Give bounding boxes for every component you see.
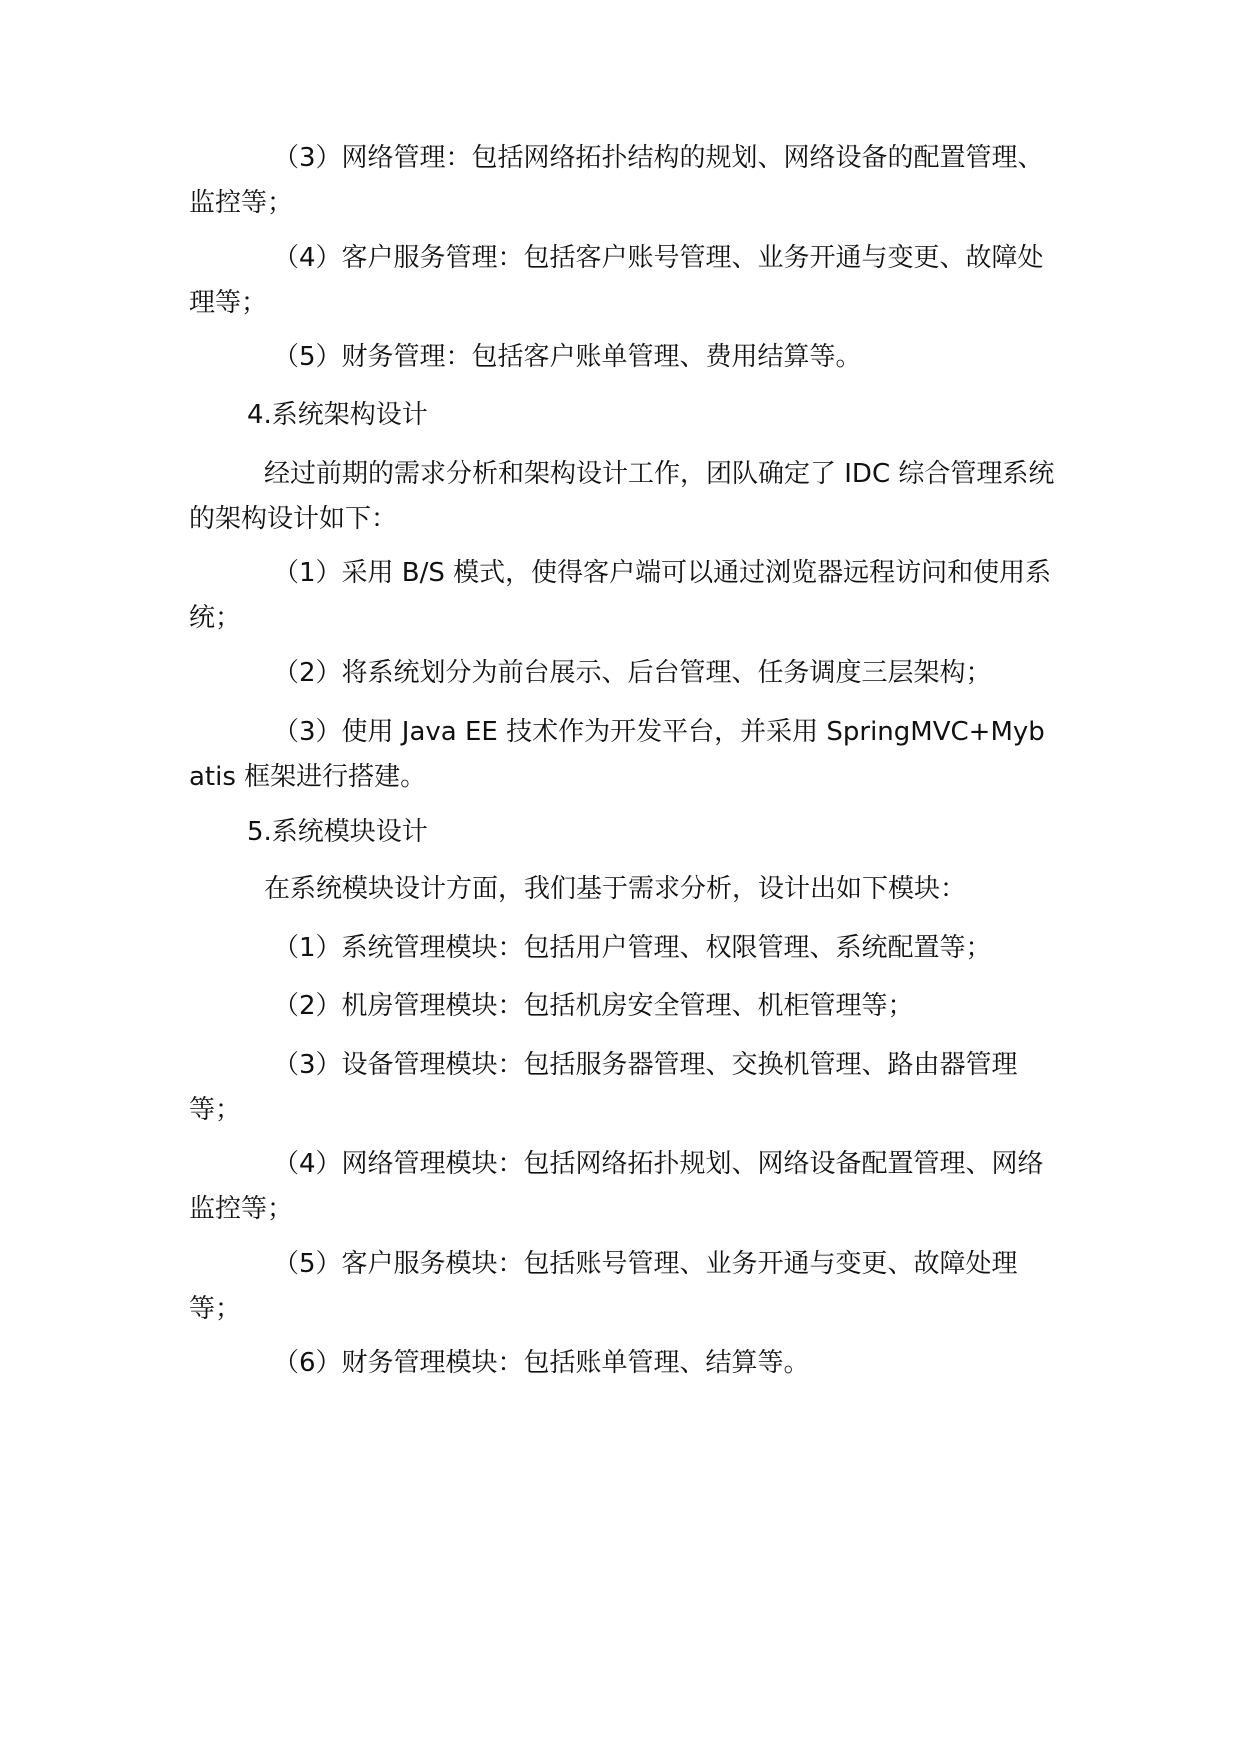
paragraph-modules-intro: 在系统模块设计方面，我们基于需求分析，设计出如下模块： bbox=[264, 874, 967, 904]
paragraph-machine-room-module: （2）机房管理模块：包括机房安全管理、机柜管理等； bbox=[273, 991, 914, 1021]
paragraph-three-layer: （2）将系统划分为前台展示、后台管理、任务调度三层架构； bbox=[273, 658, 992, 688]
paragraph-finance-management: （5）财务管理：包括客户账单管理、费用结算等。 bbox=[273, 342, 862, 372]
paragraph-customer-service-management: （4）客户服务管理：包括客户账号管理、业务开通与变更、故障处理等； bbox=[189, 243, 1044, 318]
paragraph-network-management: （3）网络管理：包括网络拓扑结构的规划、网络设备的配置管理、监控等； bbox=[189, 143, 1044, 218]
section-heading-modules: 5.系统模块设计 bbox=[247, 817, 428, 847]
section-heading-architecture: 4.系统架构设计 bbox=[247, 400, 428, 430]
paragraph-customer-module: （5）客户服务模块：包括账号管理、业务开通与变更、故障处理等； bbox=[189, 1249, 1018, 1324]
paragraph-device-module: （3）设备管理模块：包括服务器管理、交换机管理、路由器管理等； bbox=[189, 1050, 1018, 1125]
paragraph-architecture-intro: 经过前期的需求分析和架构设计工作，团队确定了 IDC 综合管理系统的架构设计如下： bbox=[189, 459, 1055, 534]
paragraph-finance-module: （6）财务管理模块：包括账单管理、结算等。 bbox=[273, 1348, 810, 1378]
paragraph-bs-mode: （1）采用 B/S 模式，使得客户端可以通过浏览器远程访问和使用系统； bbox=[189, 558, 1052, 633]
paragraph-javaee-platform: （3）使用 Java EE 技术作为开发平台，并采用 SpringMVC+Mybatis 框架进行搭建。 bbox=[189, 717, 1045, 792]
paragraph-network-module: （4）网络管理模块：包括网络拓扑规划、网络设备配置管理、网络监控等； bbox=[189, 1149, 1044, 1224]
paragraph-system-module: （1）系统管理模块：包括用户管理、权限管理、系统配置等； bbox=[273, 933, 992, 963]
